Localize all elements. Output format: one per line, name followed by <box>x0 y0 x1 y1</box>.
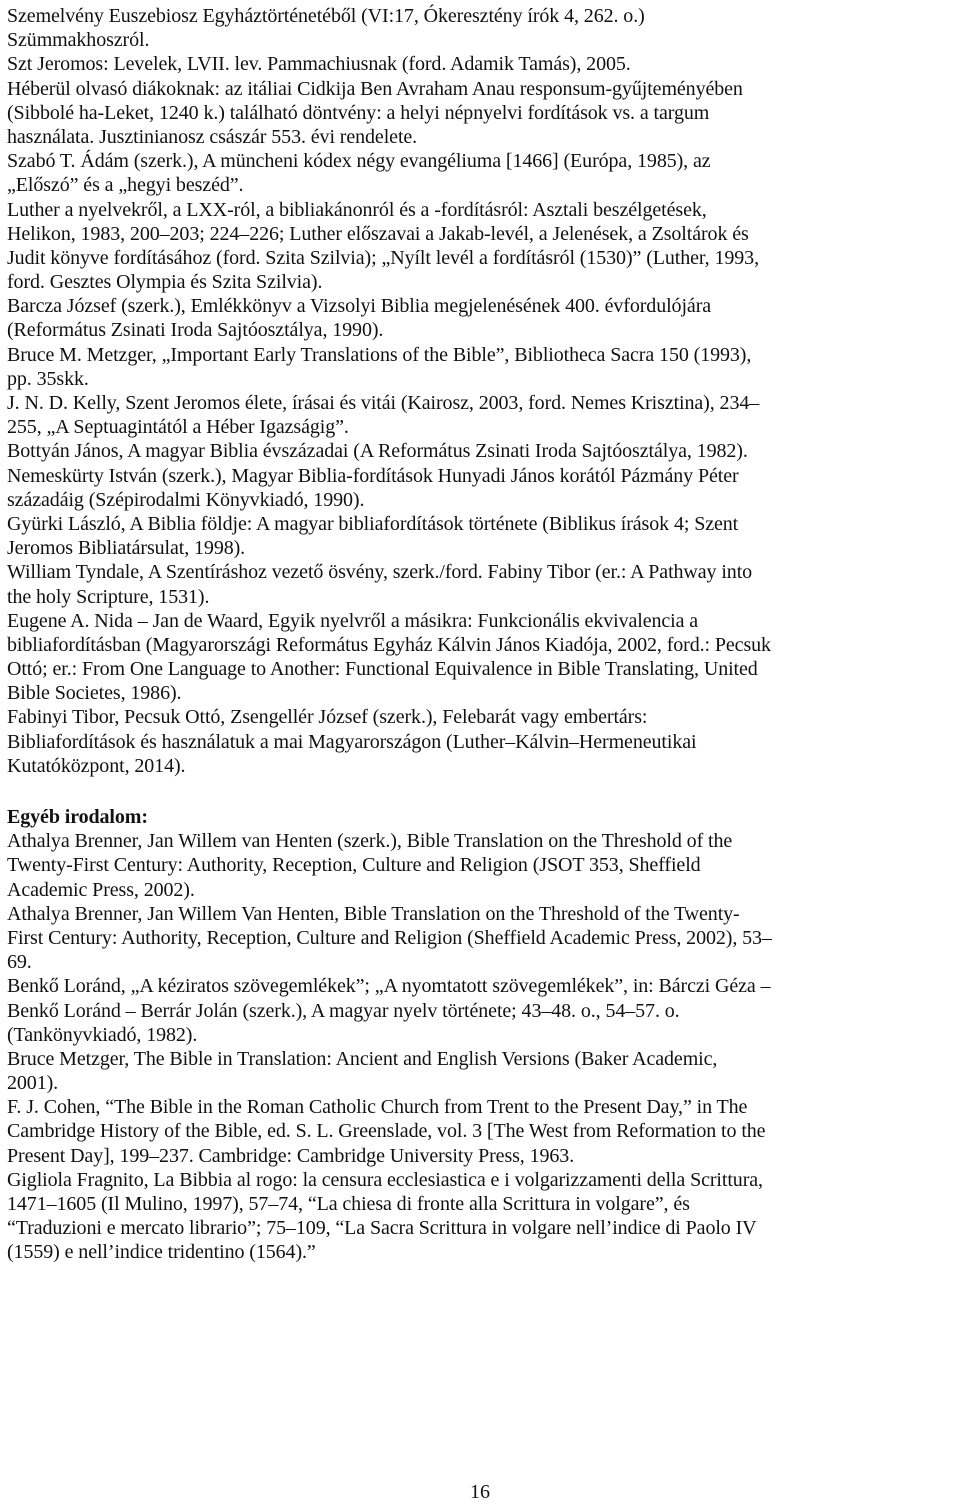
reading-list <box>7 4 952 778</box>
text-line: the holy Scripture, 1531). <box>7 585 210 608</box>
text-line: First Century: Authority, Reception, Culture and Religion (Sheffield Academic Press, 2002), 53– <box>7 926 772 949</box>
text-line: századáig (Szépirodalmi Könyvkiadó, 1990). <box>7 488 365 511</box>
text-line: Bibliafordítások és használatuk a mai Magyarországon (Luther–Kálvin–Hermeneutikai <box>7 730 697 753</box>
text-line: pp. 35skk. <box>7 367 89 390</box>
text-line: Szümmakhoszról. <box>7 29 150 52</box>
text-line: Bruce Metzger, The Bible in Translation: Ancient and English Versions (Baker Academic, <box>7 1047 718 1070</box>
text-line: 69. <box>7 951 32 974</box>
text-line: (Sibbolé ha-Leket, 1240 k.) található döntvény: a helyi népnyelvi fordítások vs. a targum <box>7 101 710 124</box>
text-line: Gyürki László, A Biblia földje: A magyar bibliafordítások története (Biblikus írások 4; Szent <box>7 512 739 535</box>
text-line: bibliafordításban (Magyarországi Református Egyház Kálvin János Kiadója, 2002, ford.: Pecsuk <box>7 633 771 656</box>
text-line: Fabinyi Tibor, Pecsuk Ottó, Zsengellér József (szerk.), Felebarát vagy embertárs: <box>7 706 648 729</box>
text-line: Szemelvény Euszebiosz Egyháztörténetéből (VI:17, Ókeresztény írók 4, 262. o.) <box>7 5 645 27</box>
text-line: 1471–1605 (Il Mulino, 1997), 57–74, “La chiesa di fronte alla Scrittura in volgare”, és <box>7 1193 690 1215</box>
text-line: Gigliola Fragnito, La Bibbia al rogo: la censura ecclesiastica e i volgarizzamenti della Scrittura, <box>7 1168 763 1191</box>
text-line: Ottó; er.: From One Language to Another: Functional Equivalence in Bible Translating, United <box>7 658 758 681</box>
text-line: Helikon, 1983, 200–203; 224–226; Luther előszavai a Jakab-levél, a Jelenések, a Zsoltárok és <box>7 222 749 245</box>
text-line: Academic Press, 2002). <box>7 878 195 901</box>
text-line: (Tankönyvkiadó, 1982). <box>7 1023 198 1046</box>
text-line: Szabó T. Ádám (szerk.), A müncheni kódex négy evangéliuma [1466] (Európa, 1985), az <box>7 150 711 173</box>
text-line: Bruce M. Metzger, „Important Early Translations of the Bible”, Bibliotheca Sacra 150 (1993), <box>7 343 752 366</box>
section-gap <box>7 778 952 805</box>
text-line: (1559) e nell’indice tridentino (1564).” <box>7 1241 316 1264</box>
text-line: William Tyndale, A Szentíráshoz vezető ösvény, szerk./ford. Fabiny Tibor (er.: A Pathway into <box>7 561 753 584</box>
section-heading: Egyéb irodalom: <box>7 806 148 828</box>
text-line: Héberül olvasó diákoknak: az itáliai Cidkija Ben Avraham Anau responsum-gyűjteményében <box>7 77 743 100</box>
text-line: Bible Societes, 1986). <box>7 682 182 705</box>
text-line: Judit könyve fordításához (ford. Szita Szilvia); „Nyílt levél a fordításról (1530)” (Luther, 1993, <box>7 246 759 269</box>
page-number: 16 <box>470 1481 490 1503</box>
text-line: Cambridge History of the Bible, ed. S. L. Greenslade, vol. 3 [The West from Reformation to the <box>7 1120 766 1143</box>
text-line: Twenty-First Century: Authority, Reception, Culture and Religion (JSOT 353, Sheffield <box>7 854 701 877</box>
text-line: „Előszó” és a „hegyi beszéd”. <box>7 174 244 197</box>
text-line: Kutatóközpont, 2014). <box>7 754 186 777</box>
text-line: Benkő Loránd, „A kéziratos szövegemlékek”; „A nyomtatott szövegemlékek”, in: Bárczi Géza – <box>7 975 771 998</box>
text-line: Present Day], 199–237. Cambridge: Cambridge University Press, 1963. <box>7 1144 575 1167</box>
text-line: Luther a nyelvekről, a LXX-ról, a bibliakánonról és a -fordításról: Asztali beszélgetések, <box>7 198 707 221</box>
document-page <box>7 4 952 1265</box>
text-line: Nemeskürty István (szerk.), Magyar Biblia-fordítások Hunyadi János korától Pázmány Péter <box>7 464 739 487</box>
text-line: F. J. Cohen, “The Bible in the Roman Catholic Church from Trent to the Present Day,” in The <box>7 1096 748 1119</box>
text-line: 255, „A Septuagintától a Héber Igazságig”. <box>7 416 349 439</box>
text-line: (Református Zsinati Iroda Sajtóosztálya, 1990). <box>7 319 384 342</box>
text-line: Eugene A. Nida – Jan de Waard, Egyik nyelvről a másikra: Funkcionális ekvivalencia a <box>7 609 699 632</box>
text-line: 2001). <box>7 1072 59 1095</box>
text-line: Bottyán János, A magyar Biblia évszázadai (A Református Zsinati Iroda Sajtóosztálya, 1982). <box>7 440 748 463</box>
other-literature-list <box>7 829 952 1264</box>
text-line: Benkő Loránd – Berrár Jolán (szerk.), A magyar nyelv története; 43–48. o., 54–57. o. <box>7 999 680 1022</box>
text-line: használata. Jusztinianosz császár 553. évi rendelete. <box>7 125 418 148</box>
text-line: J. N. D. Kelly, Szent Jeromos élete, írásai és vitái (Kairosz, 2003, ford. Nemes Krisztina), 234– <box>7 392 760 414</box>
text-line: ford. Gesztes Olympia és Szita Szilvia). <box>7 271 323 294</box>
text-line: Jeromos Bibliatársulat, 1998). <box>7 537 246 560</box>
text-line: Barcza József (szerk.), Emlékkönyv a Vizsolyi Biblia megjelenésének 400. évfordulójára <box>7 295 712 318</box>
text-line: “Traduzioni e mercato librario”; 75–109, “La Sacra Scrittura in volgare nell’indice di Paolo IV <box>7 1217 757 1240</box>
text-line: Athalya Brenner, Jan Willem Van Henten, Bible Translation on the Threshold of the Twenty- <box>7 902 740 925</box>
text-line: Szt Jeromos: Levelek, LVII. lev. Pammachiusnak (ford. Adamik Tamás), 2005. <box>7 53 631 76</box>
text-line: Athalya Brenner, Jan Willem van Henten (szerk.), Bible Translation on the Threshold of the <box>7 830 733 853</box>
